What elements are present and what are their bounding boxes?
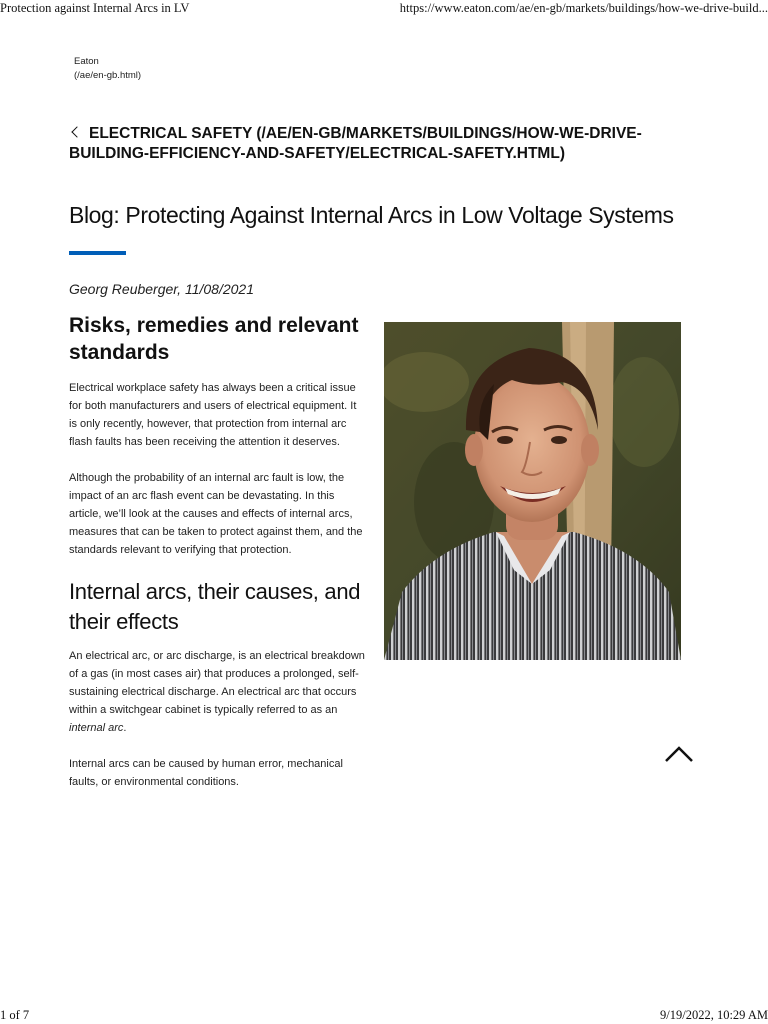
chevron-up-icon — [664, 743, 694, 765]
breadcrumb-back-link[interactable] — [69, 124, 669, 164]
section-heading-internal-arcs: Internal arcs, their causes, and their effects — [69, 579, 361, 634]
paragraph-text: . — [123, 722, 127, 734]
paragraph: Electrical workplace safety has always been a critical issue for both manufacturers and users of electrical equipment. It is only recently, however, that protection from internal arc flash faults has been receiving the attention it deserves. — [69, 382, 357, 448]
paragraph: Although the probability of an internal arc fault is low, the impact of an arc flash event can be devastating. In this article, we’ll look at the causes and effects of internal arcs, measures that can be taken to protect against them, and the standards relevant to verifying that protection. — [69, 472, 363, 556]
breadcrumb-label: ELECTRICAL SAFETY (/AE/EN-GB/MARKETS/BUILDINGS/HOW-WE-DRIVE-BUILDING-EFFICIENCY-AND-SAFETY/ELECTRICAL-SAFETY.HTML) — [69, 125, 642, 162]
author-photo — [384, 322, 681, 660]
emphasis-term: internal arc — [69, 722, 124, 734]
title-accent-rule — [69, 251, 126, 255]
paragraph-text: An electrical arc, or arc discharge, is an electrical breakdown of a gas (in most cases air) that produces a prolonged, self-sustaining electrical discharge. An electrical arc that occurs within a switchgear cabinet is typically referred to as an — [69, 650, 365, 716]
chevron-left-icon — [71, 126, 82, 137]
logo-link[interactable]: (/ae/en-gb.html) — [74, 70, 142, 81]
back-to-top-button[interactable] — [664, 743, 694, 765]
page-title: Blog: Protecting Against Internal Arcs in Low Voltage Systems — [69, 202, 674, 228]
paragraph: Internal arcs can be caused by human error, mechanical faults, or environmental conditions. — [69, 758, 343, 788]
site-logo[interactable] — [74, 55, 141, 83]
article-body — [69, 312, 367, 809]
print-timestamp: 9/19/2022, 10:29 AM — [660, 1008, 768, 1022]
section-heading-risks: Risks, remedies and relevant standards — [69, 314, 359, 364]
print-page-count: 1 of 7 — [0, 1008, 30, 1022]
print-header-url: https://www.eaton.com/ae/en-gb/markets/buildings/how-we-drive-build... — [399, 1, 768, 15]
logo-text[interactable]: Eaton — [74, 56, 99, 67]
paragraph — [69, 647, 367, 737]
article-byline: Georg Reuberger, 11/08/2021 — [69, 281, 254, 297]
print-header-title: Protection against Internal Arcs in LV — [0, 1, 190, 15]
